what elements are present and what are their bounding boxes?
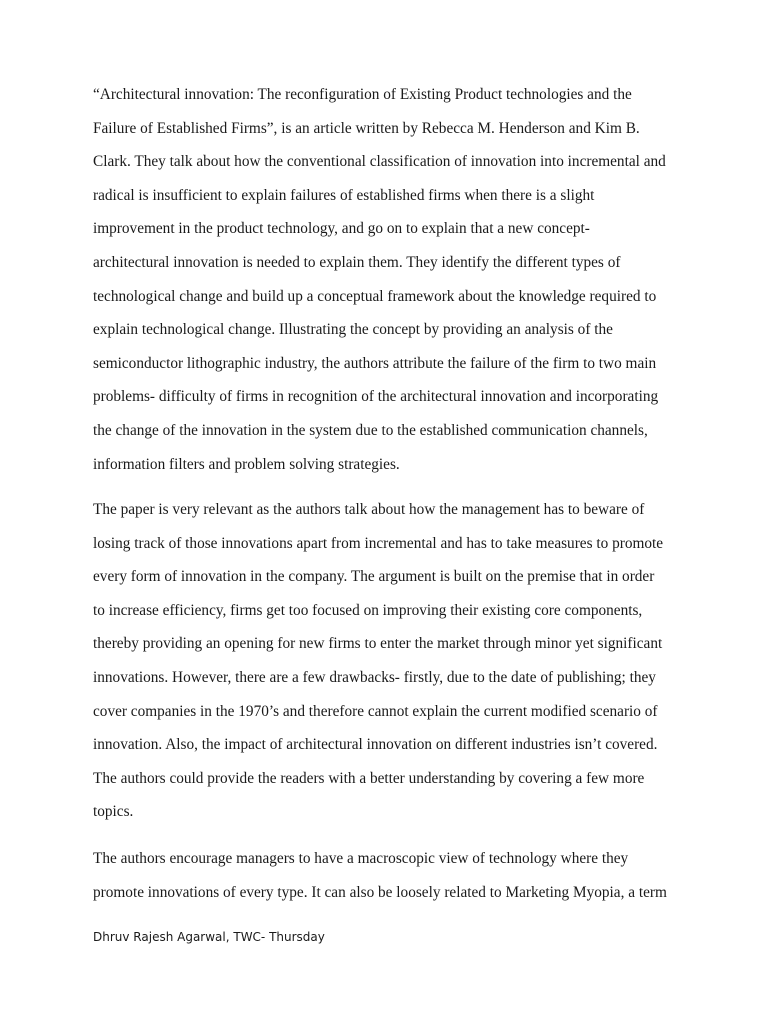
paragraph-line: radical is insufficient to explain failures of established firms when there is a slight [93,186,595,204]
page-footer: Dhruv Rajesh Agarwal, TWC- Thursday [93,930,325,944]
paragraph-line: thereby providing an opening for new firms to enter the market through minor yet significant [93,635,663,653]
paragraph-line: architectural innovation is needed to explain them. They identify the different types of [93,253,621,271]
paragraph-line: losing track of those innovations apart from incremental and has to take measures to promote [93,534,664,552]
paragraph-line: semiconductor lithographic industry, the authors attribute the failure of the firm to two main [93,354,657,372]
paragraph-1 [93,78,683,481]
paragraph-line: The authors encourage managers to have a macroscopic view of technology where they [93,850,629,867]
paragraph-line: Failure of Established Firms”, is an article written by Rebecca M. Henderson and Kim B. [93,119,640,137]
paragraph-line: improvement in the product technology, and go on to explain that a new concept- [93,220,590,238]
paragraph-line: to increase efficiency, firms get too focused on improving their existing core components, [93,601,643,619]
paragraph-line: explain technological change. Illustrating the concept by providing an analysis of the [93,321,613,339]
paragraph-line: The authors could provide the readers with a better understanding by covering a few more [93,769,645,787]
paragraph-line: Clark. They talk about how the conventional classification of innovation into incremental and [93,153,666,171]
paragraph-line: The paper is very relevant as the authors talk about how the management has to beware of [93,501,645,518]
paragraph-line: information filters and problem solving strategies. [93,455,400,473]
paragraph-2 [93,493,683,829]
paragraph-line: the change of the innovation in the system due to the established communication channels, [93,421,648,439]
paragraph-line: cover companies in the 1970’s and therefore cannot explain the current modified scenario of [93,702,658,720]
paragraph-line: technological change and build up a conceptual framework about the knowledge required to [93,287,657,305]
paragraph-line: topics. [93,803,134,821]
paragraph-line: innovation. Also, the impact of architectural innovation on different industries isn’t covered. [93,736,658,754]
paragraph-3 [93,842,683,909]
paragraph-line: problems- difficulty of firms in recognition of the architectural innovation and incorporating [93,388,659,406]
paragraph-line: innovations. However, there are a few drawbacks- firstly, due to the date of publishing; they [93,668,656,686]
paragraph-line: every form of innovation in the company. The argument is built on the premise that in order [93,568,655,586]
paragraph-line: “Architectural innovation: The reconfiguration of Existing Product technologies and the [93,86,632,103]
paragraph-line: promote innovations of every type. It can also be loosely related to Marketing Myopia, a term [93,883,667,901]
